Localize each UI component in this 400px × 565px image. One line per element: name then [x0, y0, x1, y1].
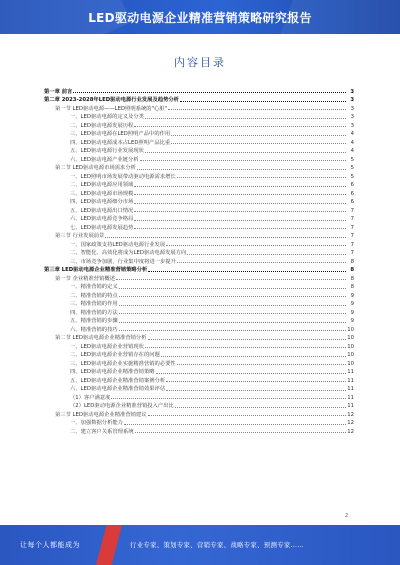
toc-entry[interactable]: [44, 163, 354, 172]
toc-leader-dots: [119, 322, 346, 323]
toc-entry-text: 六、精准营销的技巧: [70, 326, 118, 333]
toc-leader-dots: [148, 339, 346, 340]
toc-entry-text: 三、LED驱动电源市场规模: [70, 190, 134, 197]
toc-leader-dots: [145, 347, 346, 348]
toc-entry-text: 一、国家政策支持LED驱动电源行业发展: [70, 241, 166, 248]
toc-leader-dots: [177, 262, 346, 263]
toc-entry-text: 五、LED驱动电源出口情况: [70, 207, 134, 214]
toc-entry[interactable]: [44, 120, 354, 129]
toc-leader-dots: [124, 424, 346, 425]
toc-entry[interactable]: [44, 112, 354, 121]
toc-entry-text: 二、精准营销的特点: [70, 292, 118, 299]
toc-leader-dots: [156, 373, 346, 374]
toc-entry-text: 六、LED驱动电源企业精准营销效果评估: [70, 386, 166, 392]
toc-leader-dots: [148, 271, 346, 272]
toc-leader-dots: [134, 194, 346, 195]
toc-entry-page: 5: [350, 156, 354, 163]
toc-leader-dots: [145, 152, 346, 153]
toc-entry-text: 第一节 LED驱动电源——LED照明系统的"心脏": [55, 105, 168, 112]
toc-entry-page: 6: [350, 182, 354, 188]
toc-entry-page: 4: [350, 139, 354, 146]
toc-entry-text: （2）LED驱动电源企业精准营销投入产出比: [70, 403, 174, 409]
toc-leader-dots: [168, 109, 346, 110]
toc-entry-text: 第三章 LED驱动电源企业精准营销策略分析: [44, 267, 148, 273]
toc-entry-page: 7: [350, 224, 354, 231]
report-header: [0, 0, 400, 34]
toc-entry[interactable]: [44, 239, 354, 248]
toc-entry-page: 8: [350, 284, 354, 290]
toc-entry-text: 二、LED驱动电源企业营销存在的问题: [70, 352, 160, 358]
toc-entry[interactable]: [44, 341, 354, 350]
toc-entry-page: 11: [347, 369, 354, 375]
toc-entry[interactable]: [44, 333, 354, 342]
toc-entry[interactable]: [44, 273, 354, 282]
toc-entry-text: 三、LED驱动电源企业实施精准营销的必要性: [70, 360, 176, 367]
toc-leader-dots: [166, 390, 346, 391]
toc-leader-dots: [111, 398, 346, 399]
toc-entry-page: 6: [350, 199, 354, 205]
toc-entry-text: 第二章 2023-2028年LED驱动电源行业发展及趋势分析: [44, 97, 179, 103]
toc-leader-dots: [187, 254, 346, 255]
toc-entry[interactable]: [44, 95, 354, 104]
toc-entry-page: 8: [350, 275, 354, 282]
toc-leader-dots: [166, 381, 346, 382]
toc-entry-page: 11: [347, 386, 354, 392]
toc-entry-page: 8: [350, 258, 354, 265]
toc-entry[interactable]: [44, 367, 354, 376]
toc-leader-dots: [134, 126, 346, 127]
toc-entry-page: 4: [350, 148, 354, 154]
toc-entry-page: 7: [350, 216, 354, 222]
toc-entry-page: 11: [347, 394, 354, 401]
toc-entry-page: 11: [347, 377, 354, 384]
toc-leader-dots: [180, 101, 346, 102]
toc-entry-page: 10: [347, 343, 354, 350]
toc-entry-text: 二、建立客户关系管理系统: [70, 428, 134, 435]
toc-entry[interactable]: [44, 137, 354, 146]
toc-entry-text: 四、精准营销的方法: [70, 309, 118, 316]
toc-leader-dots: [134, 228, 346, 229]
toc-leader-dots: [105, 237, 346, 238]
toc-heading: 内容目录: [174, 56, 226, 69]
toc-entry-text: （1）客户满意度: [70, 394, 111, 401]
toc-entry-text: 四、LED驱动电源细分市场: [70, 199, 134, 205]
toc-leader-dots: [119, 296, 346, 297]
toc-entry-page: 9: [350, 301, 354, 307]
toc-entry-page: 12: [347, 411, 354, 418]
toc-entry-page: 10: [347, 352, 354, 358]
toc-entry-text: 二、LED驱动电源应用领域: [70, 182, 134, 188]
toc-leader-dots: [177, 364, 346, 365]
toc-entry-text: 一、LED驱动电源企业营销现状: [70, 343, 144, 350]
toc-entry[interactable]: [44, 205, 354, 214]
toc-leader-dots: [137, 169, 346, 170]
toc-entry[interactable]: [44, 282, 354, 291]
toc-entry[interactable]: [44, 265, 354, 274]
footer-accent-stripe: [96, 525, 122, 565]
toc-leader-dots: [119, 330, 346, 331]
toc-entry[interactable]: [44, 188, 354, 197]
toc-entry[interactable]: [44, 384, 354, 393]
toc-entry-text: 五、LED驱动电源企业精准营销案例分析: [70, 377, 166, 384]
toc-entry-text: 六、LED驱动电源竞争格局: [70, 216, 134, 222]
toc-entry-page: 12: [347, 420, 354, 426]
toc-entry-text: 二、LED驱动电源发展历程: [70, 122, 134, 129]
toc-entry-text: 一、加强数据分析能力: [70, 420, 123, 426]
toc-entry[interactable]: [44, 392, 354, 401]
toc-entry-text: 第三节 行业发展前景: [55, 233, 105, 239]
toc-leader-dots: [134, 220, 346, 221]
toc-entry[interactable]: [44, 103, 354, 112]
toc-entry[interactable]: [44, 350, 354, 359]
toc-entry-page: 3: [350, 114, 354, 120]
toc-entry-text: 第三节 LED驱动电源企业精准营销建议: [55, 411, 147, 418]
toc-entry-page: 5: [350, 165, 354, 171]
toc-leader-dots: [140, 160, 346, 161]
toc-entry[interactable]: [44, 180, 354, 189]
toc-entry[interactable]: [44, 256, 354, 265]
toc-entry[interactable]: [44, 375, 354, 384]
toc-entry-page: 9: [350, 318, 354, 324]
toc-entry[interactable]: [44, 222, 354, 231]
toc-entry-text: 第一章 前言: [44, 88, 73, 95]
toc-entry-page: 9: [350, 309, 354, 316]
toc-entry-page: 3: [350, 97, 354, 103]
toc-entry-text: 四、LED驱动电源成本占LED照明产品比重: [70, 139, 171, 146]
toc-entry[interactable]: [44, 426, 354, 435]
toc-entry[interactable]: [44, 401, 354, 410]
toc-entry-page: 3: [350, 88, 354, 95]
toc-entry[interactable]: [44, 248, 354, 257]
toc-entry-text: 三、市场竞争加剧，行业集中度将进一步提升: [70, 258, 176, 265]
toc-leader-dots: [161, 356, 346, 357]
toc-entry[interactable]: [44, 418, 354, 427]
toc-leader-dots: [175, 407, 346, 408]
toc-entry[interactable]: [44, 129, 354, 138]
toc-entry-page: 11: [347, 403, 354, 409]
toc-leader-dots: [73, 92, 346, 93]
toc-entry[interactable]: [44, 231, 354, 240]
footer-slogan: 让每个人都能成为: [20, 541, 80, 549]
toc-leader-dots: [116, 279, 346, 280]
toc-leader-dots: [119, 313, 346, 314]
toc-entry-page: 9: [350, 292, 354, 299]
toc-leader-dots: [171, 135, 346, 136]
toc-entry-page: 3: [350, 105, 354, 112]
toc-leader-dots: [177, 177, 346, 178]
toc-leader-dots: [134, 203, 346, 204]
toc-leader-dots: [145, 118, 346, 119]
toc-entry-text: 一、LED驱动电源的定义及分类: [70, 114, 144, 120]
toc-entry[interactable]: [44, 214, 354, 223]
toc-entry[interactable]: [44, 86, 354, 95]
toc-entry[interactable]: [44, 358, 354, 367]
toc-leader-dots: [134, 186, 346, 187]
toc-entry-page: 12: [347, 428, 354, 435]
toc-entry-text: 一、精准营销的定义: [70, 284, 118, 290]
toc-leader-dots: [134, 211, 346, 212]
toc-entry-page: 8: [350, 267, 354, 273]
toc-entry-page: 4: [350, 131, 354, 137]
toc-entry-text: 二、智能化、高效化将成为LED驱动电源发展方向: [70, 250, 187, 256]
toc-entry-text: 五、LED驱动电源行业发展现状: [70, 148, 144, 154]
toc-leader-dots: [135, 432, 346, 433]
page-number: 2: [344, 513, 348, 519]
toc-entry-page: 10: [347, 360, 354, 367]
toc-entry-text: 七、LED驱动电源发展趋势: [70, 224, 134, 231]
toc-entry-text: 三、精准营销的作用: [70, 301, 118, 307]
toc-entry-text: 第二节 LED驱动电源市场需求分析: [55, 165, 136, 171]
toc-entry[interactable]: [44, 299, 354, 308]
toc-entry[interactable]: [44, 146, 354, 155]
toc-entry-text: 一、LED照明市场发展带动驱动电源需求增长: [70, 173, 176, 180]
toc-leader-dots: [119, 305, 346, 306]
toc-leader-dots: [171, 143, 346, 144]
footer-tagline: 行业专家、策划专家、营销专家、战略专家、预测专家……: [130, 541, 304, 549]
toc-entry-text: 四、LED驱动电源企业精准营销策略: [70, 369, 155, 375]
report-title: LED驱动电源企业精准营销策略研究报告: [88, 11, 312, 25]
toc-entry-text: 五、精准营销的步骤: [70, 318, 118, 324]
toc-leader-dots: [166, 245, 346, 246]
toc-leader-dots: [119, 288, 346, 289]
toc-entry[interactable]: [44, 197, 354, 206]
toc-entry[interactable]: [44, 290, 354, 299]
toc-entry[interactable]: [44, 307, 354, 316]
toc-entry-page: 7: [350, 250, 354, 256]
toc-entry[interactable]: [44, 409, 354, 418]
toc-entry-text: 第一节 企业精准营销概述: [55, 275, 115, 282]
toc-entry-page: 6: [350, 190, 354, 197]
toc-entry[interactable]: [44, 316, 354, 325]
toc-entry-text: 第二节 LED驱动电源企业精准营销分析: [55, 335, 147, 341]
toc-entry-page: 3: [350, 122, 354, 129]
toc-entry-page: 7: [350, 207, 354, 214]
toc-entry-text: 六、LED驱动电源产业链分析: [70, 156, 139, 163]
toc-leader-dots: [148, 415, 346, 416]
toc-entry-page: 7: [350, 241, 354, 248]
toc-entry-text: 三、LED驱动电源在LED照明产品中的作用: [70, 131, 171, 137]
toc-entry[interactable]: [44, 324, 354, 333]
toc-entry-page: 10: [347, 326, 354, 333]
table-of-contents: [44, 86, 354, 435]
toc-entry-page: 5: [350, 173, 354, 180]
toc-entry[interactable]: [44, 154, 354, 163]
footer-banner: [0, 525, 400, 565]
toc-entry[interactable]: [44, 171, 354, 180]
toc-entry-page: 10: [347, 335, 354, 341]
toc-entry-page: 7: [350, 233, 354, 239]
